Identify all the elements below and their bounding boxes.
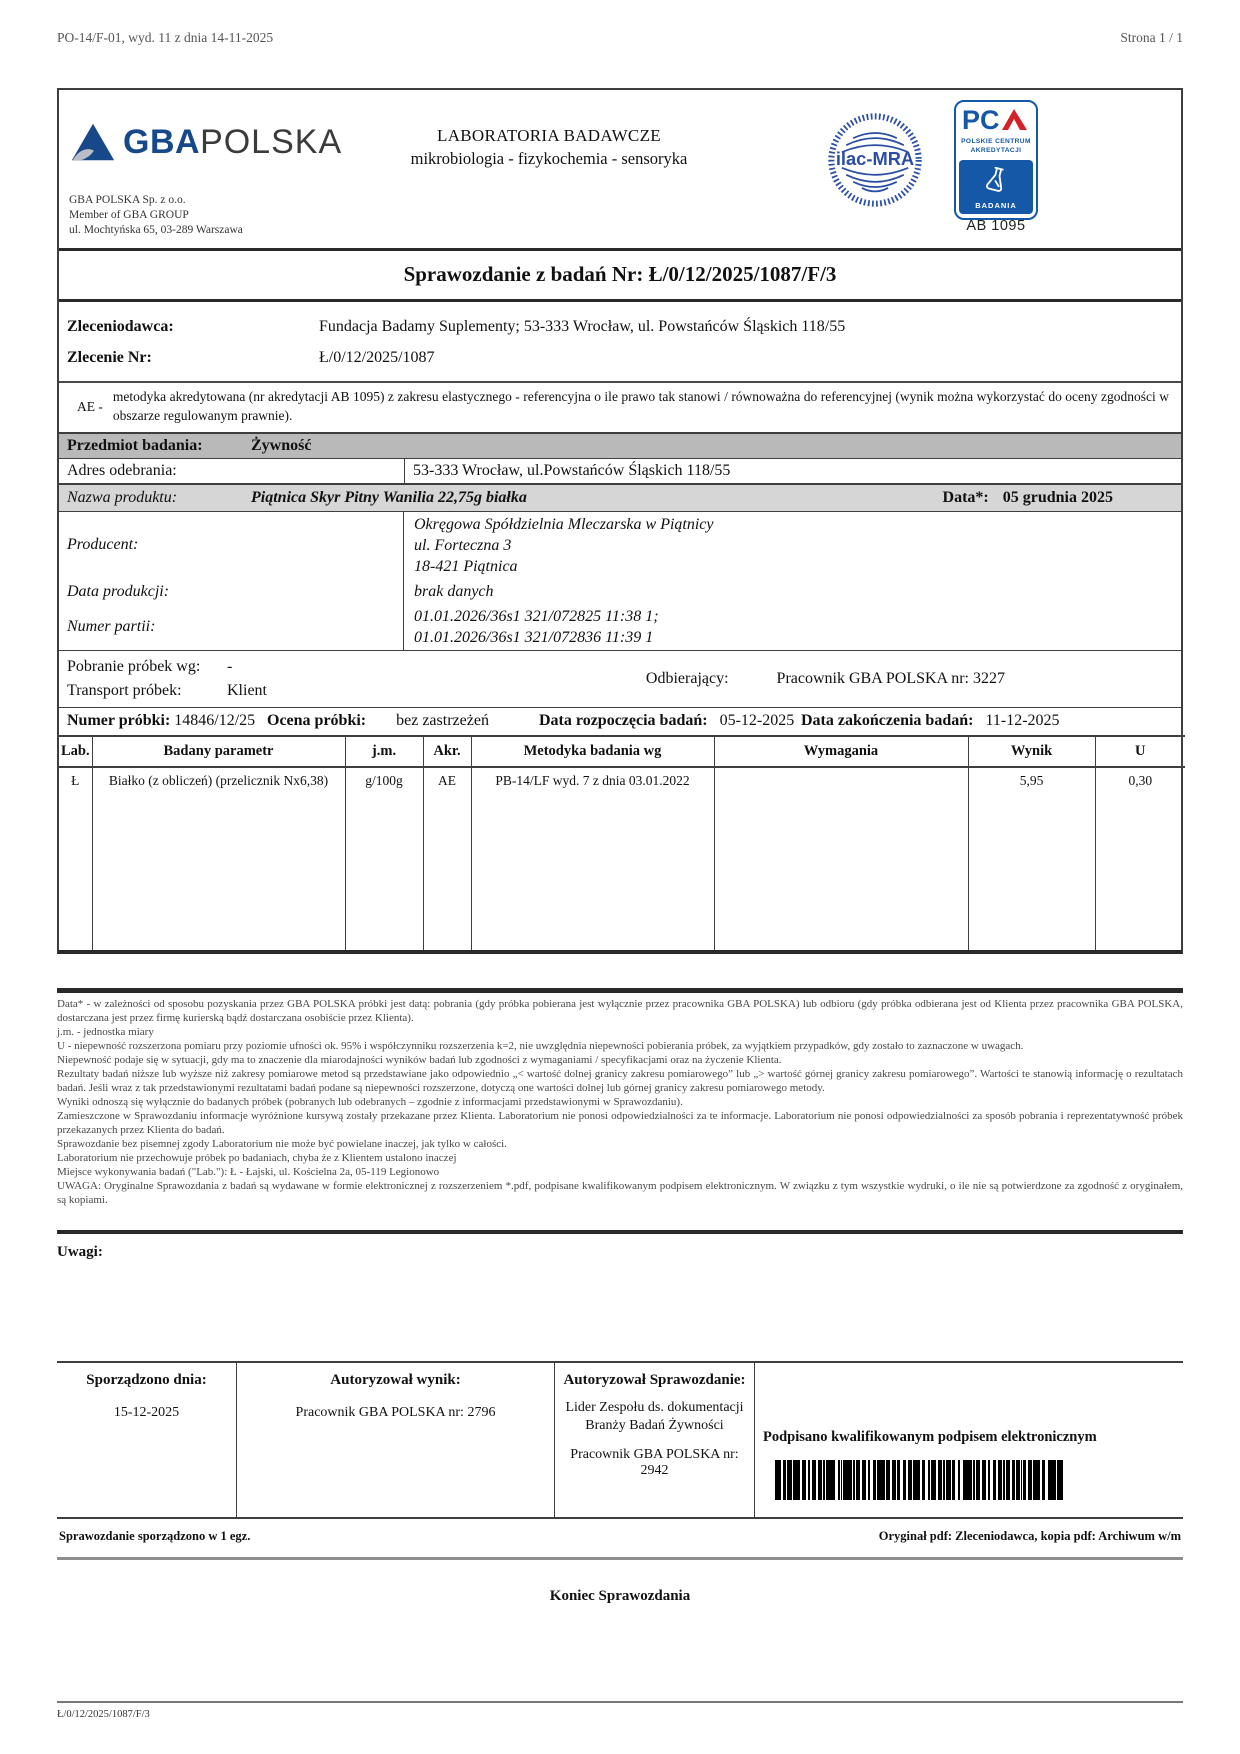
producer-line: Okręgowa Spółdzielnia Mleczarska w Piątnicy: [414, 515, 714, 533]
footnote: Zamieszczone w Sprawozdaniu informacje wyróżnione kursywą zostały przekazane przez Klienta. Laboratorium nie ponosi odpowiedzialności za te informacje. Laboratorium nie ponosi odpowiedzialności za sposób pobrania i reprezentatywność próbek przekazanych przez Klienta do badań.: [57, 1110, 1183, 1137]
sample-evaluation: [267, 712, 539, 730]
order-label: Zlecenie Nr:: [67, 349, 152, 367]
lab-subtitle: mikrobiologia - fizykochemia - sensoryka: [410, 149, 688, 168]
producer-value: [404, 512, 1181, 579]
receiver-label: Odbierający:: [645, 670, 729, 688]
results-data-row: [59, 767, 1185, 950]
page-number: Strona 1 / 1: [1120, 30, 1183, 45]
client-value: Fundacja Badamy Suplementy; 53-333 Wrocław, ul. Powstańców Śląskich 118/55: [319, 318, 846, 335]
cell-lab: Ł: [59, 767, 92, 950]
sample-number-label: Numer próbki:: [67, 712, 171, 730]
order-row: [67, 342, 1173, 373]
document-reference: Ł/0/12/2025/1087/F/3: [57, 1709, 150, 1720]
footnote: Miejsce wykonywania badań ("Lab."): Ł - Łajski, ul. Kościelna 2a, 05-119 Legionowo: [57, 1166, 440, 1179]
logo-text-polska: POLSKA: [200, 122, 343, 161]
ilac-mra-text: ilac-MRA: [835, 148, 915, 170]
batch-line: 01.01.2026/36s1 321/072836 11:39 1: [414, 629, 654, 647]
ae-text: metodyka akredytowana (nr akredytacji AB 1095) z zakresu elastycznego - referencyjna o ile prawo tak stanowi / równoważna do referencyjnej (wynik można wykorzystać do oceny zgodności w obszarze regulowanym prawnie).: [112, 389, 1169, 423]
sample-info-row: [59, 707, 1181, 735]
pca-sub2: AKREDYTACJI: [970, 146, 1022, 154]
sampling-value: -: [227, 658, 233, 676]
sampling-row: [67, 655, 267, 679]
company-line: GBA POLSKA Sp. z o.o.: [69, 194, 186, 206]
batch-line: 01.01.2026/36s1 321/072825 11:38 1;: [414, 608, 659, 626]
ae-note-section: [59, 381, 1181, 431]
subject-value: Żywność: [251, 436, 312, 454]
authorized-report-label: Autoryzował Sprawozdanie:: [563, 1372, 746, 1388]
sample-number-value: 14846/12/25: [174, 712, 256, 730]
product-row: [59, 483, 1181, 512]
footnotes-section: [57, 988, 1183, 1208]
cell-accreditation: AE: [423, 767, 471, 950]
end-of-report: Koniec Sprawozdania: [549, 1588, 691, 1604]
report-title: Sprawozdanie z badań Nr: Ł/0/12/2025/1087/F/3: [59, 248, 1181, 302]
transport-row: [67, 679, 267, 703]
test-start-label: Data rozpoczęcia badań:: [539, 712, 708, 730]
footnote: UWAGA: Oryginalne Sprawozdania z badań są wydawane w formie elektronicznej z rozszerzeniem *.pdf, podpisane kwalifikowanym podpisem elektronicznym. W związku z tym wszystkie wydruki, o ile nie są potwierdzone za zgodność z oryginałem, są kopiami.: [57, 1180, 1183, 1207]
pca-badania-label: BADANIA: [975, 200, 1017, 210]
lab-title: LABORATORIA BADAWCZE: [437, 126, 661, 145]
pca-badge: [954, 100, 1038, 220]
col-uncertainty: U: [1095, 736, 1185, 767]
sample-evaluation-label: Ocena próbki:: [267, 712, 367, 730]
client-section: [59, 302, 1181, 381]
sampling-label: Pobranie próbek wg:: [67, 658, 201, 676]
signed-note: Podpisano kwalifikowanym podpisem elektronicznym: [763, 1429, 1097, 1445]
gba-triangle-icon: [69, 120, 117, 164]
address-value: 53-333 Wrocław, ul.Powstańców Śląskich 118/55: [404, 459, 1181, 483]
spacer: [57, 1261, 1183, 1361]
producer-label: Producent:: [59, 512, 404, 579]
client-row: [67, 311, 1173, 342]
cell-parameter: Białko (z obliczeń) (przelicznik Nx6,38): [92, 767, 345, 950]
results-table: [59, 735, 1185, 950]
spacer: [57, 954, 1183, 988]
col-requirements: Wymagania: [714, 736, 968, 767]
company-address: [69, 193, 243, 239]
svg-text:PC: PC: [962, 107, 1000, 133]
barcode-image: [775, 1460, 1063, 1500]
sample-date: [943, 489, 1173, 507]
cell-uncertainty: 0,30: [1095, 767, 1185, 950]
authorized-result-label: Autoryzował wynik:: [330, 1372, 461, 1388]
letterhead: [59, 90, 1181, 248]
sampling-section: [59, 650, 1181, 707]
footer-line: [57, 1519, 1183, 1560]
authorized-result-value: Pracownik GBA POLSKA nr: 2796: [295, 1405, 496, 1420]
remarks-section: [57, 1230, 1183, 1261]
authorized-report-role: Lider Zespołu ds. dokumentacji Branży Badań Żywności: [565, 1400, 744, 1434]
subject-row: [59, 432, 1181, 458]
batch-label: Numer partii:: [59, 604, 404, 650]
page-footer: [57, 1701, 1183, 1720]
col-method: Metodyka badania wg: [471, 736, 714, 767]
ae-label: AE -: [77, 398, 103, 414]
batch-value: [404, 604, 1181, 650]
prepared-label: Sporządzono dnia:: [86, 1372, 207, 1388]
authorized-report-value: Pracownik GBA POLSKA nr: 2942: [570, 1447, 739, 1479]
logo-text-gba: GBA: [123, 122, 201, 161]
sample-number: [67, 712, 267, 730]
prepared-value: 15-12-2025: [113, 1405, 180, 1420]
electronic-signature-area: [755, 1363, 1183, 1517]
sample-evaluation-value: bez zastrzeżeń: [396, 712, 489, 730]
gba-logo: [69, 120, 342, 164]
cell-method: PB-14/LF wyd. 7 z dnia 03.01.2022: [471, 767, 714, 950]
test-end-date: [801, 712, 1173, 730]
producer-section: [59, 512, 1181, 651]
cell-result: 5,95: [968, 767, 1095, 950]
company-line: ul. Mochtyńska 65, 03-289 Warszawa: [69, 224, 243, 237]
col-unit: j.m.: [345, 736, 423, 767]
authorized-result-cell: [237, 1363, 555, 1517]
address-row: [59, 458, 1181, 483]
pca-badania-box: [959, 160, 1033, 214]
test-end-value: 11-12-2025: [985, 712, 1060, 730]
product-value: Piątnica Skyr Pitny Wanilia 22,75g białka: [251, 488, 527, 506]
receiver-row: [646, 667, 1005, 691]
footnote: Data* - w zależności od sposobu pozyskania przez GBA POLSKA próbki jest datą: pobrania (gdy próbka pobierana jest wyłącznie przez pracownika GBA POLSKA) lub odbioru (gdy próbka odbierana jest od Klienta przez pracownika GBA POLSKA, dostarczana jest przez firmę kurierską bądź dostarczana osobiście przez Klienta).: [57, 998, 1183, 1025]
page-header: [57, 30, 1183, 46]
product-label: Nazwa produktu:: [67, 488, 178, 506]
subject-label: Przedmiot badania:: [67, 436, 203, 454]
footnote: Wyniki odnoszą się wyłącznie do badanych próbek (pobranych lub odebranych – zgodnie z informacjami przedstawionymi w Sprawozdaniu).: [57, 1096, 683, 1109]
sampling-transport: [67, 655, 267, 703]
lab-department: [309, 126, 789, 169]
sample-date-label: Data*:: [942, 488, 989, 506]
report-box: [57, 88, 1183, 954]
copies-note: Sprawozdanie sporządzono w 1 egz.: [59, 1529, 251, 1543]
production-date-label: Data produkcji:: [59, 579, 404, 604]
company-line: Member of GBA GROUP: [69, 209, 189, 222]
test-start-value: 05-12-2025: [719, 712, 795, 730]
footnote: Niepewność podaje się w sytuacji, gdy ma to znaczenie dla miarodajności wyników badań lub zgodności z wymaganiami / specyfikacjami oraz na życzenie Klienta.: [57, 1054, 782, 1067]
flask-icon: [982, 165, 1010, 193]
footnote: Rezultaty badań niższe lub wyższe niż zakresy pomiarowe metod są przedstawiane jako odpowiednio „< wartość dolnej granicy zakresu pomiarowego” lub „> wartość górnej granicy zakresu pomiarowego”. Wartości te stanowią informację o rezultatach badań. Jeśli wraz z tak przedstawionymi rezultatami badań podane są niepewności rozszerzone, dotyczą one wartości dolnej lub górnej granicy zakresu pomiarowego metody.: [57, 1068, 1183, 1095]
footnote: U - niepewność rozszerzona pomiaru przy poziomie ufności ok. 95% i współczynniku rozszerzenia k=2, nie uwzględnia niepewności pobierania próbek, za wyjątkiem przypadków, gdy zostało to zaznaczone w uwagach.: [57, 1040, 1024, 1053]
test-start-date: [539, 712, 801, 730]
cell-unit: g/100g: [345, 767, 423, 950]
footnote: Laboratorium nie przechowuje próbek po badaniach, chyba że z Klientem ustalono inaczej: [57, 1152, 457, 1165]
signature-table: [57, 1361, 1183, 1519]
results-header-row: [59, 736, 1185, 767]
remarks-label: Uwagi:: [57, 1244, 103, 1260]
col-accreditation: Akr.: [423, 736, 471, 767]
form-reference: PO-14/F-01, wyd. 11 z dnia 14-11-2025: [57, 30, 274, 45]
test-end-label: Data zakończenia badań:: [801, 712, 974, 730]
prepared-cell: [57, 1363, 237, 1517]
authorized-report-cell: [555, 1363, 755, 1517]
pca-logotype-icon: [961, 107, 1031, 133]
address-label: Adres odebrania:: [67, 461, 177, 479]
production-date-value: brak danych: [414, 583, 494, 601]
producer-line: 18-421 Piątnica: [414, 558, 518, 576]
accreditation-number: AB 1095: [966, 218, 1026, 234]
cell-requirements: [714, 767, 968, 950]
transport-value: Klient: [227, 682, 267, 700]
pca-sub1: POLSKIE CENTRUM: [961, 138, 1031, 145]
col-result: Wynik: [968, 736, 1095, 767]
producer-line: ul. Forteczna 3: [414, 536, 512, 554]
sample-date-value: 05 grudnia 2025: [1002, 488, 1113, 506]
footnote: j.m. - jednostka miary: [57, 1026, 154, 1039]
client-label: Zleceniodawca:: [67, 318, 174, 335]
order-value: Ł/0/12/2025/1087: [319, 349, 435, 367]
col-parameter: Badany parametr: [92, 736, 345, 767]
distribution-note: Oryginał pdf: Zleceniodawca, kopia pdf: Archiwum w/m: [878, 1529, 1181, 1543]
ilac-mra-seal-icon: [827, 112, 923, 208]
report-document: [57, 88, 1183, 1605]
transport-label: Transport próbek:: [67, 682, 182, 700]
col-lab: Lab.: [59, 736, 92, 767]
receiver-value: Pracownik GBA POLSKA nr: 3227: [776, 670, 1005, 688]
footnote: Sprawozdanie bez pisemnej zgody Laboratorium nie może być powielane inaczej, jak tylko w całości.: [57, 1138, 507, 1151]
